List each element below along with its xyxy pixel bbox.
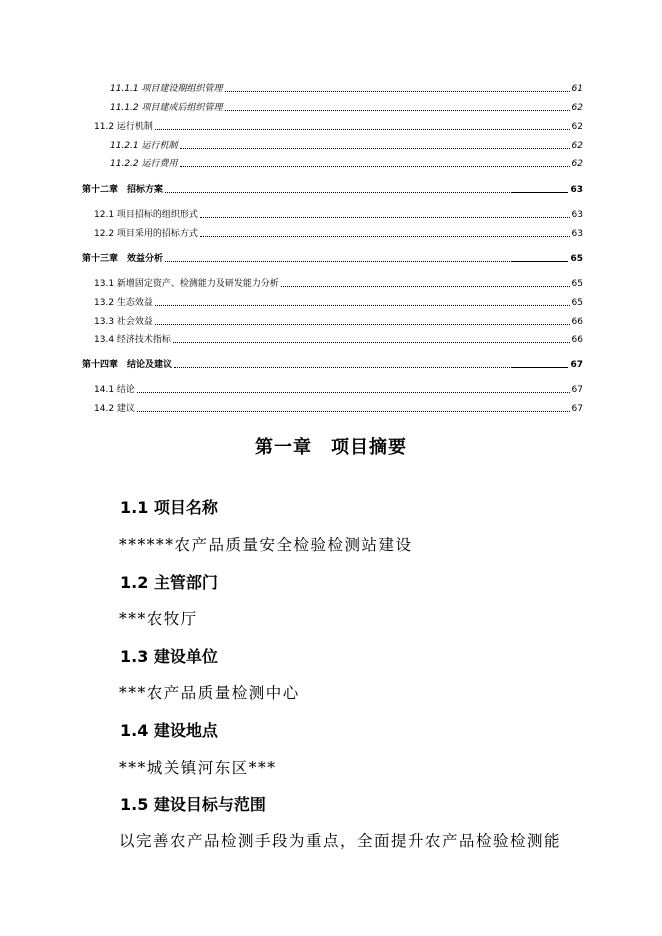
toc-page: 65: [571, 279, 583, 289]
toc-label: 11.1.2 项目建成后组织管理: [110, 103, 223, 113]
toc-label: 11.2.1 运行机制: [110, 141, 178, 151]
toc-entry[interactable]: [94, 225, 583, 239]
toc-entry[interactable]: [94, 381, 583, 395]
chapter-title: 第一章 项目摘要: [255, 437, 407, 458]
toc-entry[interactable]: [94, 118, 583, 132]
toc-entry[interactable]: [94, 294, 583, 308]
section-text: ***农产品质量检测中心: [119, 684, 300, 702]
toc-page: 65: [570, 254, 583, 264]
section-heading: 1.1 项目名称: [120, 498, 218, 517]
section-text: 以完善农产品检测手段为重点，全面提升农产品检验检测能: [119, 832, 562, 850]
toc-leader: [173, 342, 570, 343]
toc-entry[interactable]: [110, 155, 583, 169]
toc-leader: [281, 286, 570, 287]
toc-page: 62: [571, 122, 583, 132]
toc-leader: [200, 236, 570, 237]
section-text: ******农产品质量安全检验检测站建设: [119, 536, 413, 554]
toc-page: 67: [571, 385, 583, 395]
toc-label: 第十二章 招标方案: [82, 185, 164, 195]
toc-label: 13.1 新增固定资产、检测能力及研发能力分析: [94, 279, 279, 289]
toc-leader: [180, 148, 570, 149]
toc-entry[interactable]: [94, 400, 583, 414]
toc-leader: [165, 261, 568, 262]
toc-label: 13.2 生态效益: [94, 298, 153, 308]
toc-leader: [137, 411, 570, 412]
toc-page: 65: [571, 298, 583, 308]
section-heading: 1.2 主管部门: [120, 573, 218, 592]
toc-label: 11.2 运行机制: [94, 122, 153, 132]
toc-label: 14.1 结论: [94, 385, 135, 395]
toc-entry[interactable]: [110, 137, 583, 151]
toc-label: 13.4 经济技术指标: [94, 335, 171, 345]
section-text: ***城关镇河东区***: [119, 759, 277, 777]
toc-chapter-entry[interactable]: [82, 181, 583, 195]
toc-page: 62: [571, 141, 583, 151]
toc-entry[interactable]: [94, 275, 583, 289]
toc-entry[interactable]: [94, 313, 583, 327]
toc-label: 第十三章 效益分析: [82, 254, 164, 264]
section-text: ***农牧厅: [119, 610, 198, 628]
toc-leader: [155, 129, 570, 130]
toc-page: 63: [571, 210, 583, 220]
toc-leader: [155, 305, 570, 306]
section-heading: 1.4 建设地点: [120, 721, 218, 740]
toc-page: 61: [571, 84, 583, 94]
toc-chapter-entry[interactable]: [82, 356, 583, 370]
toc-page: 67: [570, 360, 583, 370]
toc-entry[interactable]: [94, 206, 583, 220]
toc-chapter-entry[interactable]: [82, 250, 583, 264]
toc-leader: [155, 324, 570, 325]
toc-label: 11.1.1 项目建设期组织管理: [110, 84, 223, 94]
section-heading: 1.5 建设目标与范围: [120, 795, 266, 814]
toc-leader: [174, 367, 568, 368]
toc-page: 63: [570, 185, 583, 195]
toc-label: 14.2 建议: [94, 404, 135, 414]
toc-label: 13.3 社会效益: [94, 317, 153, 327]
toc-leader: [137, 392, 570, 393]
toc-page: 62: [571, 103, 583, 113]
toc-label: 11.2.2 运行费用: [110, 159, 178, 169]
toc-page: 66: [571, 335, 583, 345]
toc-entry[interactable]: [110, 99, 583, 113]
toc-label: 12.2 项目采用的招标方式: [94, 229, 198, 239]
toc-page: 66: [571, 317, 583, 327]
toc-leader: [225, 91, 570, 92]
toc-label: 第十四章 结论及建议: [82, 360, 173, 370]
toc-page: 62: [571, 159, 583, 169]
toc-leader: [165, 192, 568, 193]
toc-page: 63: [571, 229, 583, 239]
toc-entry[interactable]: [94, 331, 583, 345]
toc-label: 12.1 项目招标的组织形式: [94, 210, 198, 220]
toc-leader: [225, 110, 570, 111]
section-heading: 1.3 建设单位: [120, 647, 218, 666]
toc-page: 67: [571, 404, 583, 414]
toc-entry[interactable]: [110, 80, 583, 94]
toc-leader: [180, 166, 570, 167]
toc-leader: [200, 217, 570, 218]
